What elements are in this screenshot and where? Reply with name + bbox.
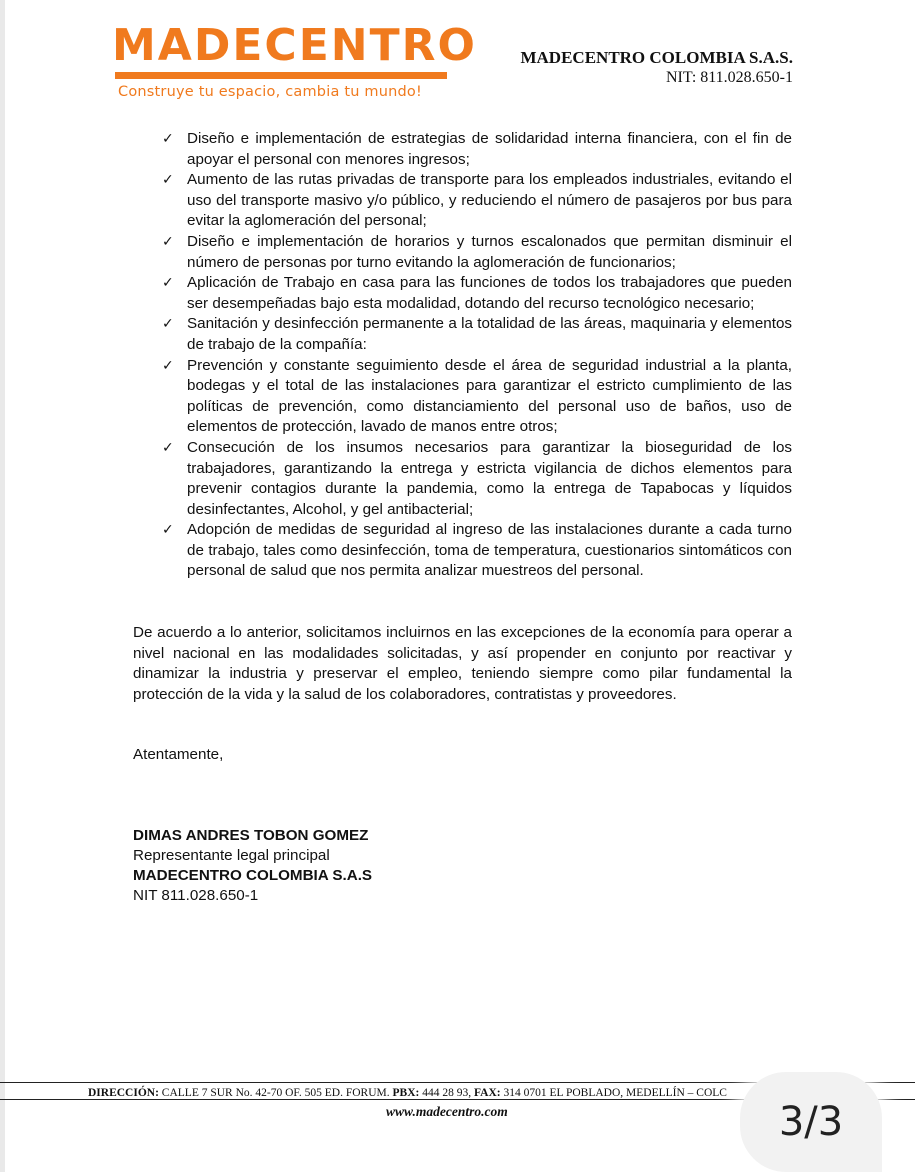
signer-role: Representante legal principal: [133, 847, 330, 864]
closing-salutation: Atentamente,: [133, 746, 224, 763]
request-paragraph: De acuerdo a lo anterior, solicitamos incluirnos en las excepciones de la economía para operar a nivel nacional en las modalidades solicitadas, y así propender en conjunto por reactivar y dinamizar la industria y preservar el empleo, teniendo siempre como pilar fundamental la protección de la vida y la salud de los colaboradores, contratistas y proveedores.: [133, 624, 792, 703]
company-nit: NIT: 811.028.650-1: [665, 69, 793, 86]
pbx-label: PBX:: [392, 1087, 420, 1099]
footer-address: [88, 1087, 727, 1099]
list-item-text: Aumento de las rutas privadas de transporte para los empleados industriales, evitando el uso del transporte masivo y/o público, y reduciendo el número de pasajeros por bus para evitar la aglomeración del personal;: [187, 171, 792, 230]
list-item-text: Diseño e implementación de estrategias de solidaridad interna financiera, con el fin de apoyar el personal con menores ingresos;: [187, 130, 792, 168]
check-icon: ✓: [162, 172, 174, 189]
fax-value: 314 0701 EL POBLADO, MEDELLÍN – COLC: [500, 1087, 727, 1099]
list-item: [162, 129, 792, 170]
madecentro-logo: [112, 20, 477, 101]
check-icon: ✓: [162, 131, 174, 147]
signature-block: [133, 826, 372, 906]
measures-list: [162, 129, 792, 582]
fax-label: FAX:: [473, 1087, 501, 1099]
list-item-text: Sanitación y desinfección permanente a la totalidad de las áreas, maquinaria y elementos de trabajo de la compañía:: [187, 315, 792, 353]
check-icon: ✓: [162, 522, 174, 539]
signer-name: DIMAS ANDRES TOBON GOMEZ: [133, 827, 369, 844]
list-item-text: Prevención y constante seguimiento desde el área de seguridad industrial a la planta, bodegas y el total de las instalaciones para garantizar el estricto cumplimiento de las políticas de prevención, como distanciamiento del personal uso de baños, uso de elementos de protección, lavado de manos entre otros;: [187, 356, 792, 436]
list-item: [162, 273, 792, 314]
address-value: CALLE 7 SUR No. 42-70 OF. 505 ED. FORUM.: [158, 1087, 393, 1099]
signer-company: MADECENTRO COLOMBIA S.A.S: [133, 867, 373, 884]
list-item: [162, 314, 792, 355]
list-item: [162, 170, 792, 232]
list-item-text: Diseño e implementación de horarios y turnos escalonados que permitan disminuir el número de personas por turno evitando la aglomeración de funcionarios;: [187, 232, 792, 271]
check-icon: ✓: [162, 233, 174, 250]
company-header: [520, 48, 793, 88]
list-item: [162, 520, 792, 582]
check-icon: ✓: [162, 316, 174, 333]
list-item: [162, 356, 792, 438]
list-item: [162, 232, 792, 273]
list-item-text: Adopción de medidas de seguridad al ingreso de las instalaciones durante a cada turno de trabajo, tales como desinfección, toma de temperatura, cuestionarios sintomáticos con personal de salud que nos permita analizar muestreos del personal.: [187, 521, 792, 580]
check-icon: ✓: [162, 357, 174, 374]
page-edge: [0, 0, 5, 1172]
footer-website: www.madecentro.com: [386, 1104, 508, 1119]
signer-nit: NIT 811.028.650-1: [133, 887, 259, 904]
check-icon: ✓: [162, 439, 174, 456]
list-item: [162, 438, 792, 520]
list-item-text: Consecución de los insumos necesarios para garantizar la bioseguridad de los trabajadores, garantizando la entrega y estricta vigilancia de dichos elementos para prevenir contagios durante la pandemia, como la entrega de Tapabocas y líquidos desinfectantes, Alcohol, y gel antibacterial;: [187, 438, 792, 518]
logo-wordmark: MADECENTRO: [112, 20, 477, 71]
check-icon: ✓: [162, 275, 174, 292]
list-item-text: Aplicación de Trabajo en casa para las funciones de todos los trabajadores que pueden ser desempeñadas bajo esta modalidad, dotando del recurso tecnológico necesario;: [187, 274, 792, 312]
logo-tagline: Construye tu espacio, cambia tu mundo!: [118, 84, 423, 100]
pbx-value: 444 28 93,: [419, 1087, 474, 1099]
page-indicator: 3/3: [740, 1072, 882, 1172]
address-label: DIRECCIÓN:: [88, 1087, 159, 1099]
company-name: MADECENTRO COLOMBIA S.A.S.: [520, 48, 793, 67]
logo-underline: [115, 72, 447, 79]
